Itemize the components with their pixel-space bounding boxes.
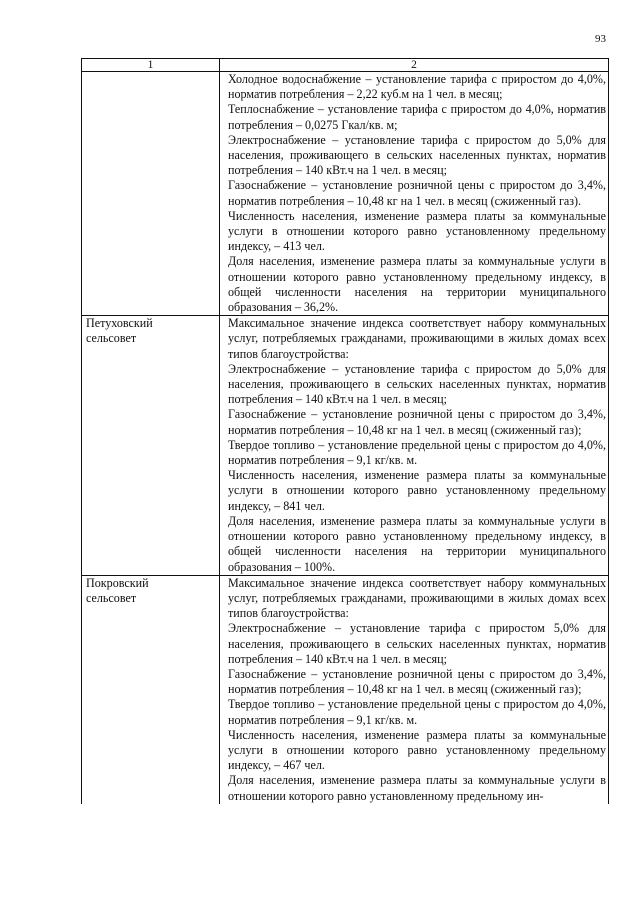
paragraph: Численность населения, изменение размера платы за коммунальные услуги в отношении которого равно установленному предельному индексу, – 467 чел.: [228, 727, 606, 773]
paragraph: Электроснабжение – установление тарифа с приростом до 5,0% для населения, проживающего в сельских населенных пунктах, норматив потребления – 140 кВт.ч на 1 чел. в месяц;: [228, 132, 606, 178]
column-header-2: 2: [220, 59, 609, 72]
region-cell: [82, 72, 220, 316]
paragraph: Газоснабжение – установление розничной цены с приростом до 3,4%, норматив потребления – 10,48 кг на 1 чел. в месяц (сжиженный газ).: [228, 178, 606, 208]
paragraph: Максимальное значение индекса соответствует набору коммунальных услуг, потребляемых гражданами, проживающими в жилых домах всех типов благоустройства:: [228, 316, 606, 361]
tariff-table: [81, 58, 609, 804]
paragraph: Газоснабжение – установление розничной цены с приростом до 3,4%, норматив потребления – 10,48 кг на 1 чел. в месяц (сжиженный газ);: [228, 666, 606, 697]
paragraph: Твердое топливо – установление предельной цены с приростом до 4,0%, норматив потребления – 9,1 кг/кв. м.: [228, 697, 606, 727]
description-cell: [220, 72, 609, 316]
paragraph: Холодное водоснабжение – установление тарифа с приростом до 4,0%, норматив потребления – 2,22 куб.м на 1 чел. в месяц;: [228, 72, 606, 102]
region-cell: [82, 575, 220, 804]
column-header-1: 1: [82, 59, 220, 72]
paragraph: Газоснабжение – установление розничной цены с приростом до 3,4%, норматив потребления – 10,48 кг на 1 чел. в месяц (сжиженный газ);: [228, 407, 606, 437]
paragraph: Электроснабжение – установление тарифа с приростом до 5,0% для населения, проживающего в сельских населенных пунктах, норматив потребления – 140 кВт.ч на 1 чел. в месяц;: [228, 361, 606, 407]
table-header-row: [82, 59, 609, 72]
table-row: [82, 575, 609, 804]
region-name-line: сельсовет: [86, 590, 137, 605]
region-name-line: сельсовет: [86, 331, 137, 346]
paragraph: Теплоснабжение – установление тарифа с приростом до 4,0%, норматив потребления – 0,0275 Гкал/кв. м;: [228, 102, 606, 132]
paragraph: Максимальное значение индекса соответствует набору коммунальных услуг, потребляемых гражданами, проживающими в жилых домах всех типов благоустройства:: [228, 575, 606, 621]
table-row: [82, 72, 609, 316]
page-number: 93: [595, 33, 606, 45]
paragraph: Численность населения, изменение размера платы за коммунальные услуги в отношении которого равно установленному предельному индексу, – 841 чел.: [228, 468, 606, 513]
description-cell: [220, 316, 609, 575]
region-name-line: Петуховский: [86, 316, 153, 331]
paragraph: Доля населения, изменение размера платы за коммунальные услуги в отношении которого равно установленному предельному ин-: [228, 773, 606, 803]
paragraph: Доля населения, изменение размера платы за коммунальные услуги в отношении которого равно установленному предельному индексу, в общей численности населения на территории муниципального образования – 100%.: [228, 513, 606, 574]
paragraph: Электроснабжение – установление тарифа с приростом 5,0% для населения, проживающего в сельских населенных пунктах, норматив потребления – 140 кВт.ч на 1 чел. в месяц;: [228, 621, 606, 666]
paragraph: Доля населения, изменение размера платы за коммунальные услуги в отношении которого равно установленному предельному индексу, в общей численности населения на территории муниципального образования – 36,2%.: [228, 254, 606, 315]
paragraph: Твердое топливо – установление предельной цены с приростом до 4,0%, норматив потребления – 9,1 кг/кв. м.: [228, 437, 606, 468]
region-name-line: Покровский: [86, 575, 149, 590]
table-row: [82, 316, 609, 575]
description-cell: [220, 575, 609, 804]
region-cell: [82, 316, 220, 575]
paragraph: Численность населения, изменение размера платы за коммунальные услуги в отношении которого равно установленному предельному индексу, – 413 чел.: [228, 208, 606, 254]
